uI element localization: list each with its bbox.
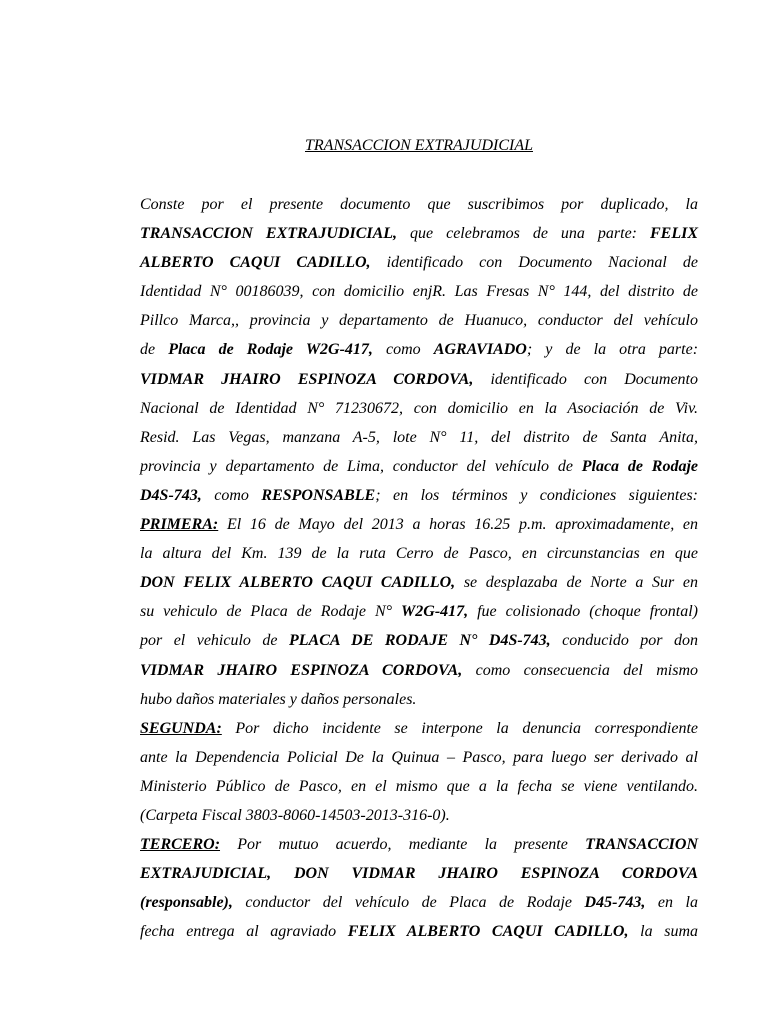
text-line xyxy=(140,772,698,801)
text-run: la altura del Km. 139 de la ruta Cerro de Pasco, en circunstancias en que xyxy=(140,545,698,563)
bold-text: Placa de Rodaje W2G-417, xyxy=(168,341,373,359)
bold-text: (responsable), xyxy=(140,894,233,912)
text-run: Identidad N° 00186039, con domicilio enjR. Las Fresas N° 144, del distrito de xyxy=(140,283,698,301)
bold-text: AGRAVIADO xyxy=(433,341,527,359)
text-run: Nacional de Identidad N° 71230672, con domicilio en la Asociación de Viv. xyxy=(140,399,698,417)
bold-text: RESPONSABLE xyxy=(261,486,376,504)
text-line xyxy=(140,830,698,859)
text-line xyxy=(140,597,698,626)
bold-text: PLACA DE RODAJE N° D4S-743, xyxy=(289,632,551,650)
text-line xyxy=(140,335,698,364)
text-line xyxy=(140,510,698,539)
text-line xyxy=(140,423,698,452)
text-line xyxy=(140,656,698,685)
text-line xyxy=(140,306,698,335)
text-line xyxy=(140,277,698,306)
text-run: en la xyxy=(645,894,698,912)
text-line xyxy=(140,714,698,743)
bold-text: D45-743, xyxy=(584,894,646,912)
text-line xyxy=(140,917,698,946)
text-run: la suma xyxy=(628,923,698,941)
text-run: conductor del vehículo de Placa de Rodaje xyxy=(232,894,585,912)
document-body xyxy=(140,190,698,946)
text-line xyxy=(140,888,698,917)
bold-text: TRANSACCION EXTRAJUDICIAL, xyxy=(140,225,398,243)
text-line xyxy=(140,219,698,248)
text-line xyxy=(140,568,698,597)
text-run: como xyxy=(201,486,262,504)
clause-heading: PRIMERA: xyxy=(140,516,219,534)
bold-text: Placa de Rodaje xyxy=(581,457,698,475)
clause-heading: TERCERO: xyxy=(140,836,221,854)
text-run: fue colisionado (choque frontal) xyxy=(468,603,698,621)
bold-text: W2G-417, xyxy=(401,603,469,621)
text-run: ; y de la otra parte: xyxy=(526,341,699,359)
clause-heading: SEGUNDA: xyxy=(140,719,222,737)
text-line xyxy=(140,248,698,277)
text-line xyxy=(140,481,698,510)
bold-text: ALBERTO CAQUI CADILLO, xyxy=(140,254,371,272)
text-run: Ministerio Público de Pasco, en el mismo que a la fecha se viene ventilando. xyxy=(140,777,698,795)
text-line xyxy=(140,859,698,888)
text-line xyxy=(140,743,698,772)
text-run: identificado con Documento Nacional de xyxy=(370,254,698,272)
text-line xyxy=(140,539,698,568)
text-run: Pillco Marca,, provincia y departamento de Huanuco, conductor del vehículo xyxy=(140,312,698,330)
text-run: que celebramos de una parte: xyxy=(397,225,650,243)
text-run: ; en los términos y condiciones siguientes: xyxy=(375,486,698,504)
text-run: Por mutuo acuerdo, mediante la presente xyxy=(220,836,586,854)
text-run: Resid. Las Vegas, manzana A-5, lote N° 11, del distrito de Santa Anita, xyxy=(140,428,698,446)
text-line xyxy=(140,394,698,423)
bold-text: FELIX xyxy=(650,225,699,243)
document-title: TRANSACCION EXTRAJUDICIAL xyxy=(305,137,533,154)
bold-text: DON FELIX ALBERTO CAQUI CADILLO, xyxy=(140,574,456,592)
text-run: Por dicho incidente se interpone la denuncia correspondiente xyxy=(221,719,698,737)
bold-text: VIDMAR JHAIRO ESPINOZA CORDOVA, xyxy=(140,370,474,388)
bold-text: VIDMAR JHAIRO ESPINOZA CORDOVA, xyxy=(140,661,463,679)
text-line xyxy=(140,626,698,655)
text-run: fecha entrega al agraviado xyxy=(140,923,348,941)
text-run: por el vehiculo de xyxy=(140,632,289,650)
text-line xyxy=(140,801,698,830)
text-run: su vehiculo de Placa de Rodaje N° xyxy=(140,603,402,621)
text-run: hubo daños materiales y daños personales. xyxy=(140,690,417,708)
bold-text: EXTRAJUDICIAL, DON VIDMAR JHAIRO ESPINOZA CORDOVA xyxy=(140,865,698,883)
text-run: provincia y departamento de Lima, conductor del vehículo de xyxy=(140,457,582,475)
text-run: de xyxy=(140,341,169,359)
text-line xyxy=(140,685,698,714)
text-line xyxy=(140,365,698,394)
text-run: como xyxy=(372,341,434,359)
text-run: Conste por el presente documento que suscribimos por duplicado, la xyxy=(140,196,698,213)
text-run: identificado con Documento xyxy=(473,370,698,388)
text-run: (Carpeta Fiscal 3803-8060-14503-2013-316-0). xyxy=(140,806,450,824)
text-run: El 16 de Mayo del 2013 a horas 16.25 p.m. aproximadamente, en xyxy=(218,516,698,534)
bold-text: TRANSACCION xyxy=(585,836,698,854)
text-line xyxy=(140,452,698,481)
text-run: como consecuencia del mismo xyxy=(462,661,698,679)
bold-text: FELIX ALBERTO CAQUI CADILLO, xyxy=(347,923,629,941)
text-run: se desplazaba de Norte a Sur en xyxy=(455,574,699,592)
text-run: conducido por don xyxy=(550,632,699,650)
text-line xyxy=(140,190,698,219)
text-run: ante la Dependencia Policial De la Quinua – Pasco, para luego ser derivado al xyxy=(140,748,698,766)
bold-text: D4S-743, xyxy=(140,486,202,504)
